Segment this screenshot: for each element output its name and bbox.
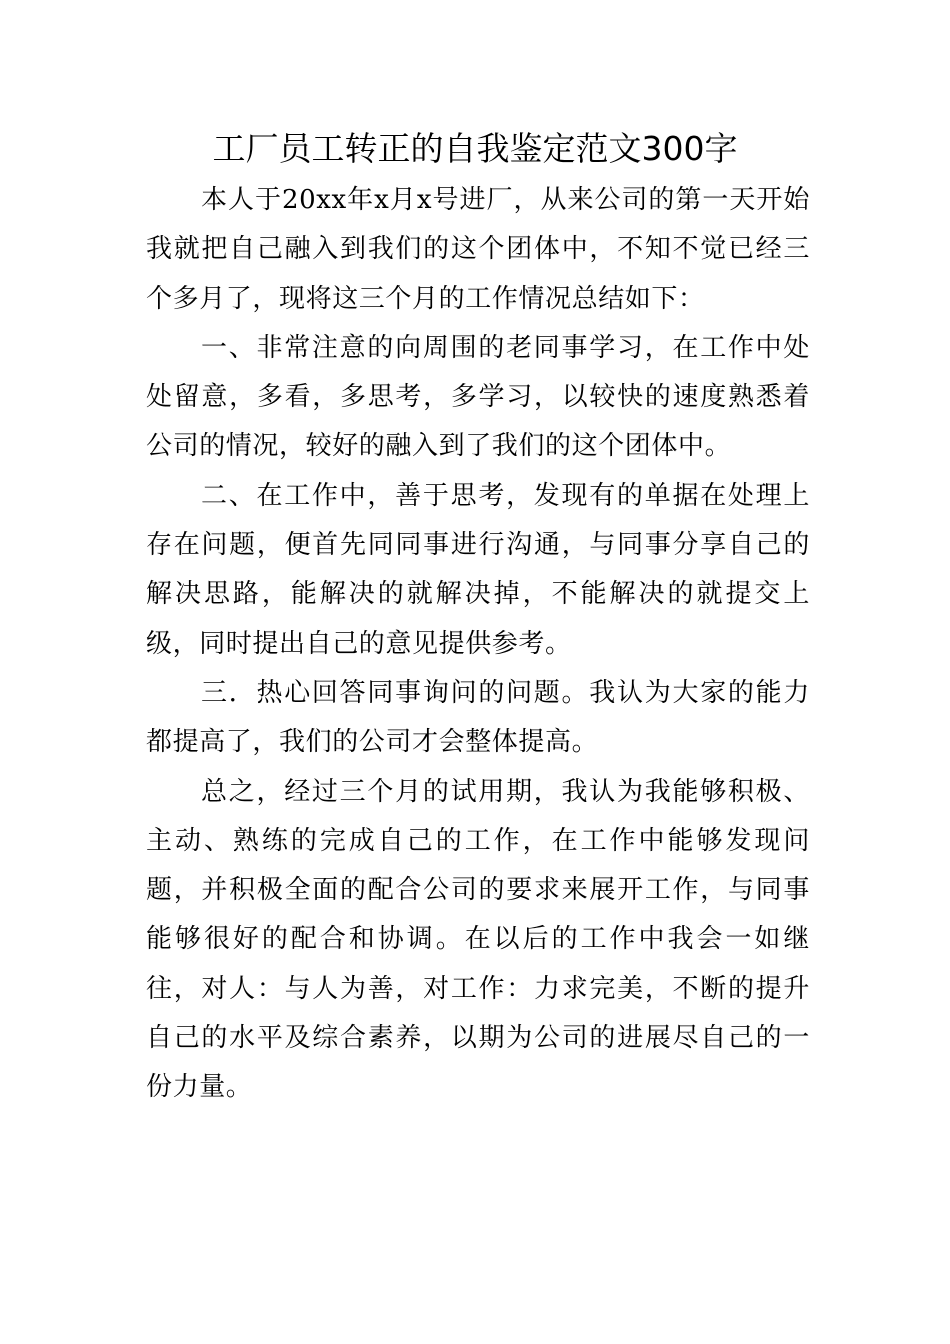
paragraph-point-1: 一、非常注意的向周围的老同事学习，在工作中处处留意，多看，多思考，多学习，以较快的速度熟悉着公司的情况，较好的融入到了我们的这个团体中。 <box>146 332 810 462</box>
paragraph-conclusion: 总之，经过三个月的试用期，我认为我能够积极、主动、熟练的完成自己的工作，在工作中能够发现问题，并积极全面的配合公司的要求来展开工作，与同事能够很好的配合和协调。在以后的工作中我会一如继往，对人：与人为善，对工作：力求完美，不断的提升自己的水平及综合素养，以期为公司的进展尽自己的一份力量。 <box>146 776 810 1103</box>
document-body <box>146 176 810 1113</box>
paragraph-intro: 本人于20xx年x月x号进厂，从来公司的第一天开始我就把自己融入到我们的这个团体中，不知不觉已经三个多月了，现将这三个月的工作情况总结如下： <box>146 185 810 314</box>
paragraph-point-3: 三．热心回答同事询问的问题。我认为大家的能力都提高了，我们的公司才会整体提高。 <box>146 677 810 758</box>
document-title: 工厂员工转正的自我鉴定范文300字 <box>212 129 738 168</box>
paragraph-point-2: 二、在工作中，善于思考，发现有的单据在处理上存在问题，便首先同同事进行沟通，与同事分享自己的解决思路，能解决的就解决掉，不能解决的就提交上级，同时提出自己的意见提供参考。 <box>146 480 810 659</box>
